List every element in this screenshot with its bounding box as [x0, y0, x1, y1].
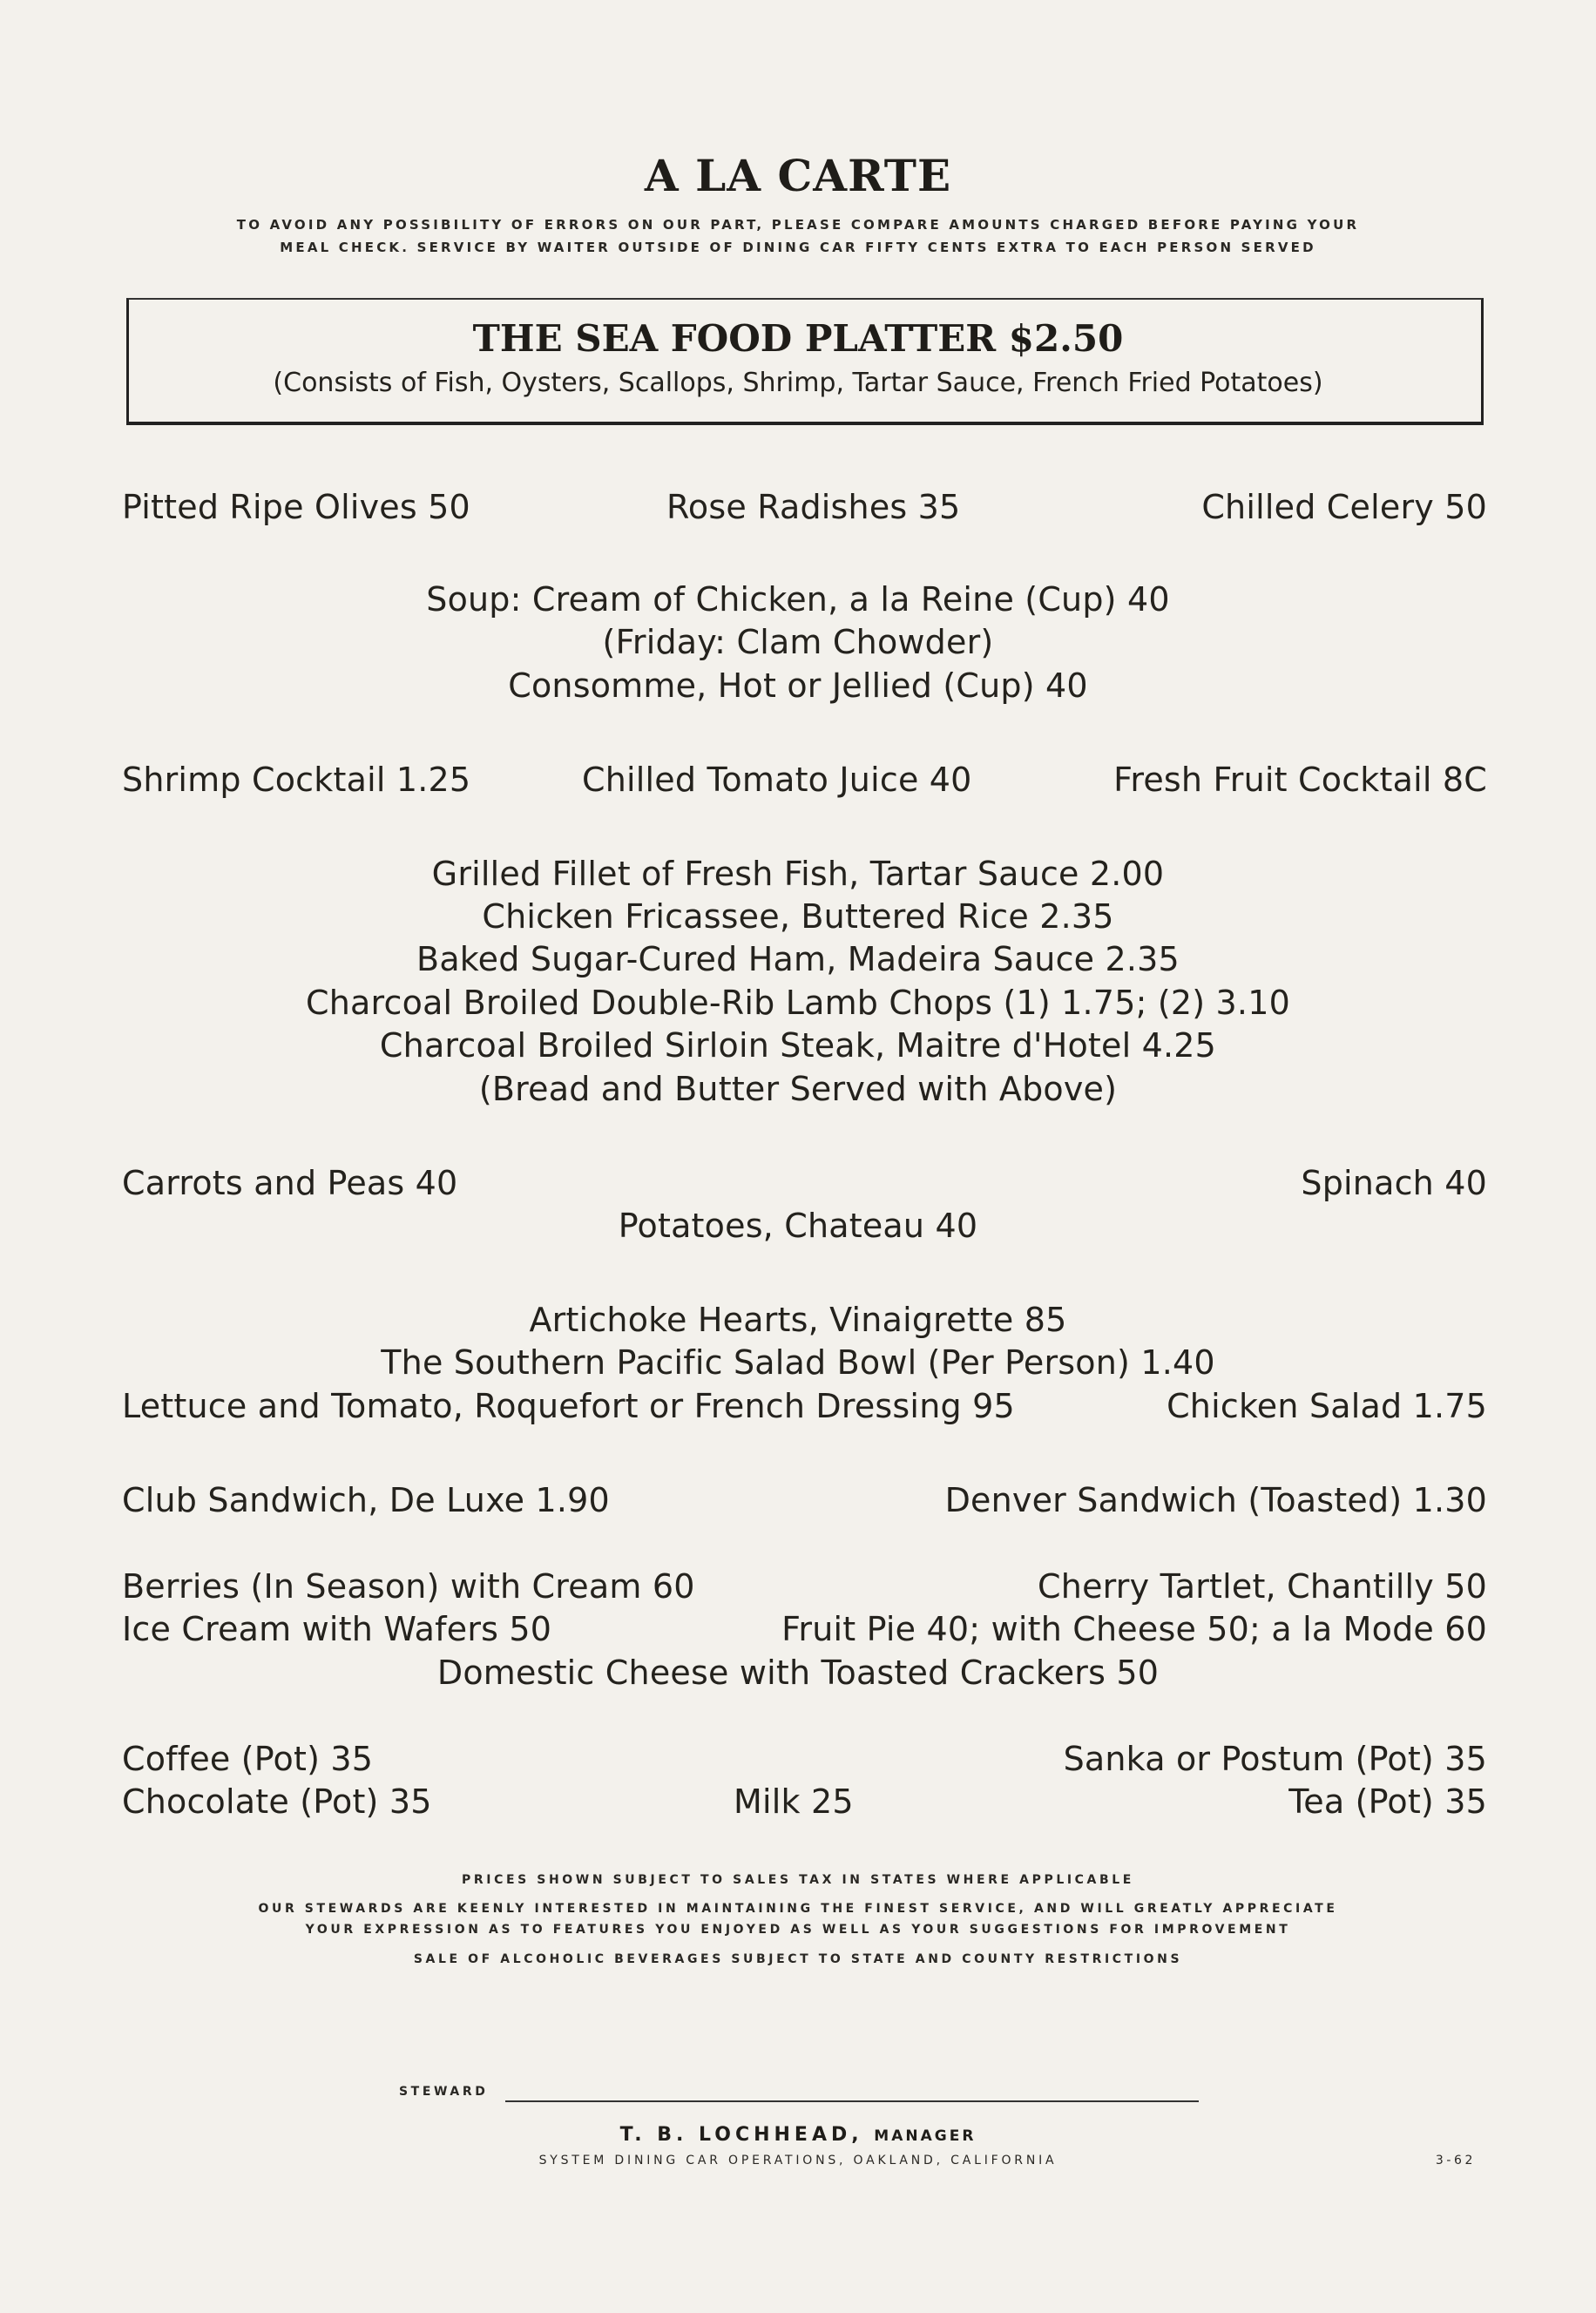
item-domestic-cheese: Domestic Cheese with Toasted Crackers 50	[436, 1654, 1160, 1692]
entree-item: Chicken Fricassee, Buttered Rice 2.35	[482, 897, 1114, 936]
entree-item: Charcoal Broiled Sirloin Steak, Maitre d'Hotel 4.25	[379, 1026, 1217, 1065]
item-tomato-juice: Chilled Tomato Juice 40	[582, 761, 972, 799]
item-spinach: Spinach 40	[1301, 1164, 1487, 1202]
item-chocolate: Chocolate (Pot) 35	[122, 1782, 432, 1821]
item-milk: Milk 25	[734, 1782, 854, 1821]
item-tea: Tea (Pot) 35	[1288, 1782, 1487, 1821]
platter-description: (Consists of Fish, Oysters, Scallops, Shrimp, Tartar Sauce, French Fried Potatoes)	[273, 368, 1323, 398]
item-carrots-peas: Carrots and Peas 40	[122, 1164, 458, 1202]
soup-line-2: (Friday: Clam Chowder)	[602, 623, 994, 661]
entree-item: Grilled Fillet of Fresh Fish, Tartar Sauce 2.00	[431, 855, 1165, 893]
operations-line: SYSTEM DINING CAR OPERATIONS, OAKLAND, CALIFORNIA	[538, 2154, 1058, 2168]
manager-line	[0, 2124, 1596, 2146]
item-chicken-salad: Chicken Salad 1.75	[1167, 1387, 1487, 1425]
form-code: 3-62	[1435, 2154, 1476, 2168]
stewards-note-2: YOUR EXPRESSION AS TO FEATURES YOU ENJOYED AS WELL AS YOUR SUGGESTIONS FOR IMPROVEMENT	[305, 1923, 1291, 1937]
item-cherry-tartlet: Cherry Tartlet, Chantilly 50	[1038, 1567, 1487, 1606]
item-ice-cream: Ice Cream with Wafers 50	[122, 1610, 552, 1648]
item-fruit-cocktail: Fresh Fruit Cocktail 8C	[1113, 761, 1487, 799]
soup-line-3: Consomme, Hot or Jellied (Cup) 40	[508, 666, 1088, 705]
tax-note: PRICES SHOWN SUBJECT TO SALES TAX IN STATES WHERE APPLICABLE	[462, 1873, 1134, 1887]
stewards-note-1: OUR STEWARDS ARE KEENLY INTERESTED IN MAINTAINING THE FINEST SERVICE, AND WILL GREATLY APPRECIATE	[258, 1902, 1338, 1916]
item-sanka: Sanka or Postum (Pot) 35	[1063, 1740, 1487, 1778]
page-title: A LA CARTE	[644, 150, 952, 201]
item-shrimp-cocktail: Shrimp Cocktail 1.25	[122, 761, 471, 799]
item-artichoke: Artichoke Hearts, Vinaigrette 85	[529, 1301, 1067, 1339]
item-fruit-pie: Fruit Pie 40; with Cheese 50; a la Mode 60	[781, 1610, 1487, 1648]
item-denver-sandwich: Denver Sandwich (Toasted) 1.30	[944, 1481, 1487, 1519]
manager-name: T. B. LOCHHEAD,	[619, 2124, 863, 2146]
item-salad-bowl: The Southern Pacific Salad Bowl (Per Person) 1.40	[381, 1343, 1215, 1382]
platter-title: THE SEA FOOD PLATTER $2.50	[472, 317, 1124, 360]
notice-line-2: MEAL CHECK. SERVICE BY WAITER OUTSIDE OF DINING CAR FIFTY CENTS EXTRA TO EACH PERSON SERVED	[280, 240, 1316, 255]
manager-title: MANAGER	[874, 2127, 977, 2145]
entree-item: Baked Sugar-Cured Ham, Madeira Sauce 2.35	[416, 940, 1180, 978]
item-club-sandwich: Club Sandwich, De Luxe 1.90	[122, 1481, 610, 1519]
item-berries: Berries (In Season) with Cream 60	[122, 1567, 695, 1606]
entree-note: (Bread and Butter Served with Above)	[478, 1070, 1118, 1108]
item-olives: Pitted Ripe Olives 50	[122, 488, 470, 526]
item-potatoes: Potatoes, Chateau 40	[618, 1207, 978, 1245]
steward-label: STEWARD	[399, 2085, 489, 2099]
item-celery: Chilled Celery 50	[1201, 488, 1487, 526]
steward-signature-line	[505, 2100, 1199, 2102]
item-lettuce-tomato: Lettuce and Tomato, Roquefort or French Dressing 95	[122, 1387, 1015, 1425]
soup-line-1: Soup: Cream of Chicken, a la Reine (Cup) 40	[426, 580, 1170, 619]
alcohol-note: SALE OF ALCOHOLIC BEVERAGES SUBJECT TO STATE AND COUNTY RESTRICTIONS	[413, 1952, 1183, 1966]
item-coffee: Coffee (Pot) 35	[122, 1740, 374, 1778]
entree-item: Charcoal Broiled Double-Rib Lamb Chops (1) 1.75; (2) 3.10	[306, 984, 1290, 1022]
notice-line-1: TO AVOID ANY POSSIBILITY OF ERRORS ON OUR PART, PLEASE COMPARE AMOUNTS CHARGED BEFORE PAYING YOUR	[236, 217, 1360, 233]
item-radishes: Rose Radishes 35	[666, 488, 961, 526]
